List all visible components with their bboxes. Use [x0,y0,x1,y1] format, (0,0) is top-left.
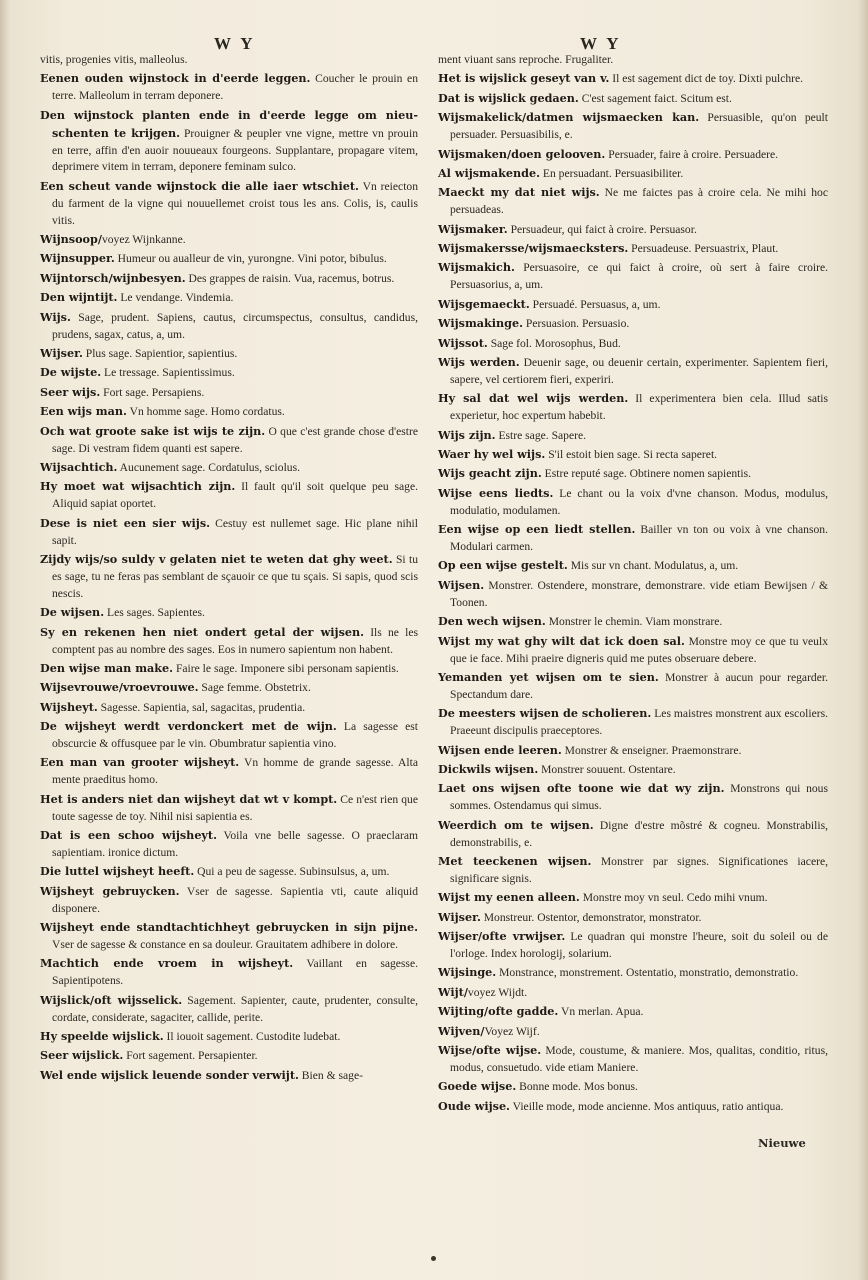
dutch-headword: De wijsheyt werdt verdonckert met de wijn. [40,719,337,734]
dictionary-entry [438,354,828,389]
dictionary-entry [438,984,828,1002]
entry-gloss: Monstrer à aucun pour regarder. Spectandum dare. [450,670,828,701]
entry-gloss: Des grappes de raisin. Vua, racemus, botrus. [185,271,395,285]
entry-gloss: Voila vne belle sagesse. O praeclaram sapientiam. ironice dictum. [52,829,418,859]
dutch-headword: Eenen ouden wijnstock in d'eerde leggen. [40,71,311,86]
entry-gloss: Bailler vn ton ou voix à vne chanson. Modulari carmen. [450,523,828,554]
entry-gloss: Faire le sage. Imponere sibi personam sapientis. [173,661,399,675]
dictionary-entry [40,551,418,603]
dutch-headword: Wijse/ofte wijse. [438,1043,542,1058]
dictionary-entry [40,515,418,550]
dictionary-entry [438,485,828,520]
entry-gloss: ment viuant sans reproche. Frugaliter. [438,53,614,66]
dictionary-entry [438,427,828,445]
dictionary-entry [40,1067,418,1085]
entry-gloss: Digne d'estre mõstré & cogneu. Monstrabilis, demonstrabilis, e. [450,818,828,849]
dictionary-entry [438,577,828,612]
dutch-headword: Wijsmakich. [438,260,515,275]
dutch-headword: Wijsheyt. [40,699,98,714]
entry-gloss: Vaillant en sagesse. Sapientipotens. [52,957,418,988]
entry-gloss: Les sages. Sapientes. [104,606,205,620]
dictionary-entry [40,309,418,344]
entry-gloss: Fort sage. Persapiens. [100,385,205,399]
dictionary-entry [438,146,828,164]
entry-gloss: Ils ne les comptent pas au nombre des sages. Eos in numero sapientum non habent. [52,625,418,656]
entry-gloss: Le vendange. Vindemia. [117,291,234,305]
dutch-headword: Wijslick/oft wijsselick. [40,992,183,1007]
dutch-headword: Wijs. [40,309,71,324]
dictionary-entry [438,521,828,556]
dutch-headword: Wijting/ofte gadde. [438,1004,559,1019]
dictionary-entry [40,478,418,513]
dictionary-entry [40,1047,418,1065]
dictionary-entry [40,624,418,659]
entry-gloss: Prouigner & peupler vne vigne, mettre vn prouin en terre, affin d'en auoir nouueaux fourgeons. Supplantare, propagare vitem, deprimere vitem in terram, deponere feminam sulco. [52,126,418,174]
dutch-headword: Wijsevrouwe/vroevrouwe. [40,680,199,695]
entry-gloss: Estre sage. Sapere. [495,428,587,442]
dictionary-entry [438,742,828,760]
entry-gloss: Sagement. Sapienter, caute, prudenter, consulte, cordate, considerate, sagaciter, callide, perite. [52,993,418,1024]
entry-gloss: Il iouoit sagement. Custodite ludebat. [163,1030,341,1044]
dictionary-entry [438,52,828,69]
dictionary-entry [40,791,418,826]
entry-gloss: Monstreur. Ostentor, demonstrator, monstrator. [480,910,702,924]
entry-gloss: Vn homme sage. Homo cordatus. [126,405,285,419]
dutch-headword: Wijnsoop/ [40,232,102,247]
entry-gloss: Sage femme. Obstetrix. [198,681,311,695]
entry-gloss: Persuadé. Persuasus, a, um. [529,297,661,311]
entry-gloss: Sage fol. Morosophus, Bud. [487,336,621,350]
entry-gloss: Monstre moy vn seul. Cedo mihi vnum. [579,891,768,905]
entry-gloss: Coucher le prouin en terre. Malleolum in terram deponere. [52,72,418,103]
dutch-headword: Wijsmakelick/datmen wijsmaecken kan. [438,110,700,125]
dutch-headword: Dickwils wijsen. [438,761,539,776]
dictionary-entry [438,1078,828,1096]
entry-gloss: Vn reiecton du farment de la vigne qui nouuellemet croist tous les ans. Colis, is, caulis vitis. [52,179,419,227]
left-edge-shadow [0,0,10,1280]
dictionary-entry [438,315,828,333]
dutch-headword: Sy en rekenen hen niet ondert getal der wijsen. [40,624,365,639]
entry-gloss: Persuasoire, ce qui faict à croire, où sert à faire croire. Persuasorius, a, um. [450,261,828,292]
dictionary-entry [438,446,828,464]
entry-gloss: Deuenir sage, ou deuenir certain, experimenter. Sapientem fieri, sapere, vel certiorem fieri, experiri. [450,356,828,386]
dictionary-entry [438,335,828,353]
entry-gloss: S'il estoit bien sage. Si recta saperet. [545,448,718,462]
entry-gloss: Il experimentera bien cela. Illud satis experietur, hoc expertum habebit. [450,392,828,423]
entry-gloss: Monstrer. Ostendere, monstrare, demonstrare. vide etiam Bewijsen / & Toonen. [450,578,828,609]
dictionary-entry [438,613,828,631]
dutch-headword: Wijsmakinge. [438,316,524,331]
entry-gloss: Vser de sagesse. Sapientia vti, caute aliquid disponere. [52,884,418,915]
dutch-headword: Oude wijse. [438,1098,510,1113]
running-head-right: W Y [580,34,622,53]
dutch-headword: Dese is niet een sier wijs. [40,515,211,530]
entry-gloss: Aucunement sage. Cordatulus, sciolus. [117,460,300,474]
dutch-headword: Hy speelde wijslick. [40,1029,164,1044]
entry-gloss: Vieille mode, mode ancienne. Mos antiquus, ratio antiqua. [509,1099,784,1113]
entry-gloss: Humeur ou aualleur de vin, yurongne. Vini potor, bibulus. [114,252,387,266]
dutch-headword: Wijs geacht zijn. [438,466,542,481]
dictionary-entry [438,259,828,294]
entry-gloss: Bonne mode. Mos bonus. [516,1080,638,1094]
dictionary-entry [438,1003,828,1021]
dutch-headword: Maeckt my dat niet wijs. [438,185,600,200]
dictionary-entry [40,52,418,69]
right-edge-shadow [858,0,868,1280]
entry-gloss: Le chant ou la voix d'vne chanson. Modus, modulus, modulatio, modulamen. [450,486,828,517]
dictionary-entry [40,364,418,382]
entry-gloss: Qui a peu de sagesse. Subinsulsus, a, um. [194,865,390,879]
entry-gloss: C'est sagement faict. Scitum est. [578,91,732,105]
entry-gloss: Le quadran qui monstre l'heure, soit du soleil ou de l'orloge. Index horologij, solarium. [450,930,828,960]
dutch-headword: Laet ons wijsen ofte toone wie dat wy zijn. [438,781,725,796]
entry-gloss: Monstrons qui nous sommes. Ostendamus qui simus. [450,782,828,813]
dutch-headword: Yemanden yet wijsen om te sien. [438,669,659,684]
entry-gloss: Estre reputé sage. Obtinere nomen sapientis. [541,467,752,481]
dutch-headword: Dat is een schoo wijsheyt. [40,828,217,843]
entry-gloss: Les maistres monstrent aux escoliers. Praeeunt discipulis praeceptores. [450,707,828,738]
entry-gloss: Vn homme de grande sagesse. Alta mente praeditus homo. [52,756,418,787]
dutch-headword: Wijven/ [438,1023,485,1038]
dutch-headword: Wijsheyt gebruycken. [40,883,180,898]
entry-gloss: En persuadant. Persuasibiliter. [539,166,684,180]
dutch-headword: Den wech wijsen. [438,614,546,629]
dutch-headword: Al wijsmakende. [438,165,540,180]
dutch-headword: Wijst my wat ghy wilt dat ick doen sal. [438,633,685,648]
dictionary-entry [40,754,418,789]
dictionary-entry [438,889,828,907]
dutch-headword: Wijt/ [438,984,468,999]
entry-gloss: Persuadeur, qui faict à croire. Persuasor. [507,222,697,236]
dictionary-entry [438,296,828,314]
dictionary-entry [40,827,418,862]
dictionary-entry [438,557,828,575]
dutch-headword: Wel ende wijslick leuende sonder verwijt. [40,1067,299,1082]
entry-gloss: Mis sur vn chant. Modulatus, a, um. [567,559,739,573]
dictionary-entry [40,107,418,177]
dictionary-entry [438,1042,828,1077]
dictionary-entry [40,699,418,717]
dutch-headword: Die luttel wijsheyt heeft. [40,864,195,879]
dutch-headword: Waer hy wel wijs. [438,447,546,462]
dictionary-entry [438,853,828,888]
dictionary-entry [40,1028,418,1046]
dictionary-entry [40,403,418,421]
dutch-headword: Weerdich om te wijsen. [438,817,594,832]
entry-gloss: Fort sagement. Persapienter. [123,1049,258,1063]
entry-gloss: Si tu es sage, tu ne feras pas semblant de sçauoir ce que tu sçais. Si sapis, quod scis nescis. [52,552,419,600]
entry-gloss: Voyez Wijf. [484,1024,540,1038]
dutch-headword: Wijser. [40,346,83,360]
entry-gloss: Monstre moy ce que tu veulx que ie face. Mihi praeire digneris quid me putes obseruare debere. [450,634,828,665]
dictionary-entry [438,633,828,668]
dutch-headword: Een scheut vande wijnstock die alle iaer wtschiet. [40,178,359,193]
dictionary-entry [438,928,828,963]
entry-gloss: Cestuy est nullemet sage. Hic plane nihil sapit. [52,516,418,547]
entry-gloss: O que c'est grande chose d'estre sage. Di vestram fidem quanti est sapere. [52,424,418,455]
dictionary-entry [40,604,418,622]
entry-gloss: Persuadeuse. Persuastrix, Plaut. [628,242,779,256]
dutch-headword: Dat is wijslick gedaen. [438,90,579,105]
dutch-headword: Wijsheyt ende standtachtichheyt gebruycken in sijn pijne. [40,920,418,935]
dutch-headword: Seer wijslick. [40,1048,124,1063]
dictionary-entry [40,883,418,918]
entry-gloss: Persuasible, qu'on peult persuader. Persuasibilis, e. [450,111,829,142]
dutch-headword: Den wijse man make. [40,660,174,675]
dutch-headword: Wijs zijn. [438,427,496,442]
dictionary-entry [40,718,418,753]
dictionary-entry [40,679,418,697]
entry-gloss: Persuader, faire à croire. Persuadere. [605,147,779,161]
entry-gloss: Persuasion. Persuasio. [523,317,630,331]
entry-gloss: Le tressage. Sapientissimus. [101,366,235,380]
dictionary-entry [438,761,828,779]
dutch-headword: Wijs werden. [438,355,520,369]
dutch-headword: Wijntorsch/wijnbesyen. [40,270,186,285]
dictionary-entry [438,165,828,183]
dictionary-entry [40,423,418,458]
entry-gloss: Bien & sage- [298,1068,363,1082]
dutch-headword: Een wijse op een liedt stellen. [438,522,636,537]
dutch-headword: Den wijntijt. [40,290,118,305]
entry-gloss: Il fault qu'il soit quelque peu sage. Aliquid sapiat oportet. [52,480,419,511]
dutch-headword: Met teeckenen wijsen. [438,853,592,868]
entry-gloss: Monstrer souuent. Ostentare. [538,762,676,776]
dutch-headword: Wijnsupper. [40,251,115,266]
dutch-headword: Wijser. [438,909,481,924]
entry-gloss: La sagesse est obscurcie & offusquee par le vin. Obumbratur sapientia vino. [52,720,418,751]
dictionary-entry [40,270,418,288]
entry-gloss: voyez Wijdt. [467,985,528,999]
dictionary-entry [438,705,828,740]
dutch-headword: Hy moet wat wijsachtich zijn. [40,479,236,494]
entry-gloss: Sage, prudent. Sapiens, cautus, circumspectus, consultus, candidus, prudens, sagax, catus, a, um. [52,310,418,341]
dictionary-entry [438,1098,828,1116]
dictionary-entry [438,184,828,219]
dictionary-entry [40,992,418,1027]
dictionary-entry [40,289,418,307]
entry-gloss: Ne me faictes pas à croire cela. Ne mihi hoc persuadeas. [450,186,828,217]
dictionary-entry [40,660,418,678]
dictionary-entry [438,909,828,927]
left-column [40,52,418,1086]
dutch-headword: Wijsen ende leeren. [438,742,562,757]
dictionary-entry [438,964,828,982]
entry-gloss: Monstrer par signes. Significationes iacere, significare signis. [450,854,828,885]
dutch-headword: Wijsinge. [438,965,497,980]
dictionary-entry [40,955,418,990]
dutch-headword: Wijser/ofte vrwijser. [438,929,566,944]
entry-gloss: Monstrer le chemin. Viam monstrare. [545,615,723,629]
dutch-headword: De wijsen. [40,605,105,620]
right-column [438,52,828,1117]
dictionary-entry [40,250,418,268]
dutch-headword: Wijsmakersse/wijsmaecksters. [438,241,629,256]
entry-gloss: Il est sagement dict de toy. Dixti pulchre. [609,72,804,86]
dictionary-entry [40,863,418,881]
dictionary-entry [40,178,418,230]
dutch-headword: Het is anders niet dan wijsheyt dat wt v kompt. [40,791,338,806]
running-head-left: W Y [214,34,256,53]
page-mark [431,1256,436,1261]
dictionary-entry [438,1023,828,1041]
dutch-headword: Wijse eens liedts. [438,485,554,500]
dictionary-entry [438,817,828,852]
dictionary-entry [438,70,828,88]
dictionary-entry [438,221,828,239]
entry-gloss: Vn merlan. Apua. [558,1005,644,1019]
dictionary-entry [40,384,418,402]
entry-gloss: Vser de sagesse & constance en sa douleur. Grauitatem adhibere in dolore. [52,938,399,951]
entry-gloss: Monstrance, monstrement. Ostentatio, monstratio, demonstratio. [496,966,799,980]
entry-gloss: voyez Wijnkanne. [101,233,186,247]
dutch-headword: Op een wijse gestelt. [438,558,568,573]
entry-gloss: Ce n'est rien que toute sagesse de toy. Nihil nisi sapientia es. [52,792,418,823]
dutch-headword: De wijste. [40,365,102,380]
dictionary-entry [438,240,828,258]
dutch-headword: Den wijnstock planten ende in d'eerde legge om nieu-schenten te krijgen. [40,107,418,140]
dutch-headword: Een man van grooter wijsheyt. [40,755,240,770]
dictionary-entry [40,231,418,249]
dictionary-entry [438,669,828,704]
dutch-headword: Wijsachtich. [40,459,118,474]
entry-gloss: Monstrer & enseigner. Praemonstrare. [561,743,742,757]
dutch-headword: Zijdy wijs/so suldy v gelaten niet te weten dat ghy weet. [40,551,393,566]
dutch-headword: Hy sal dat wel wijs werden. [438,391,629,406]
dutch-headword: Wijst my eenen alleen. [438,890,580,905]
entry-gloss: Plus sage. Sapientior, sapientius. [82,347,238,360]
dutch-headword: Wijsgemaeckt. [438,296,530,311]
dutch-headword: Wijsmaker. [438,221,508,236]
entry-gloss: vitis, progenies vitis, malleolus. [40,53,188,66]
dutch-headword: Wijsmaken/doen gelooven. [438,146,606,161]
catchword: Nieuwe [758,1136,806,1150]
entry-gloss: Sagesse. Sapientia, sal, sagacitas, prudentia. [97,700,306,714]
dictionary-entry [40,459,418,477]
dutch-headword: Goede wijse. [438,1079,517,1094]
entry-gloss: Mode, coustume, & maniere. Mos, qualitas, conditio, ritus, modus, consuetudo. vide etiam Maniere. [450,1044,828,1074]
dictionary-entry [438,465,828,483]
dutch-headword: Seer wijs. [40,384,101,399]
dictionary-entry [438,90,828,108]
dutch-headword: Wijssot. [438,335,488,350]
dutch-headword: Wijsen. [438,577,485,592]
dictionary-entry [438,390,828,425]
dictionary-entry [438,780,828,815]
dictionary-entry [40,70,418,105]
dutch-headword: Een wijs man. [40,404,127,419]
dutch-headword: Och wat groote sake ist wijs te zijn. [40,423,266,438]
dictionary-entry [438,109,828,144]
dutch-headword: Machtich ende vroem in wijsheyt. [40,956,294,971]
dictionary-entry [40,919,418,954]
dutch-headword: Het is wijslick geseyt van v. [438,71,610,86]
dutch-headword: De meesters wijsen de scholieren. [438,706,652,721]
dictionary-entry [40,345,418,363]
